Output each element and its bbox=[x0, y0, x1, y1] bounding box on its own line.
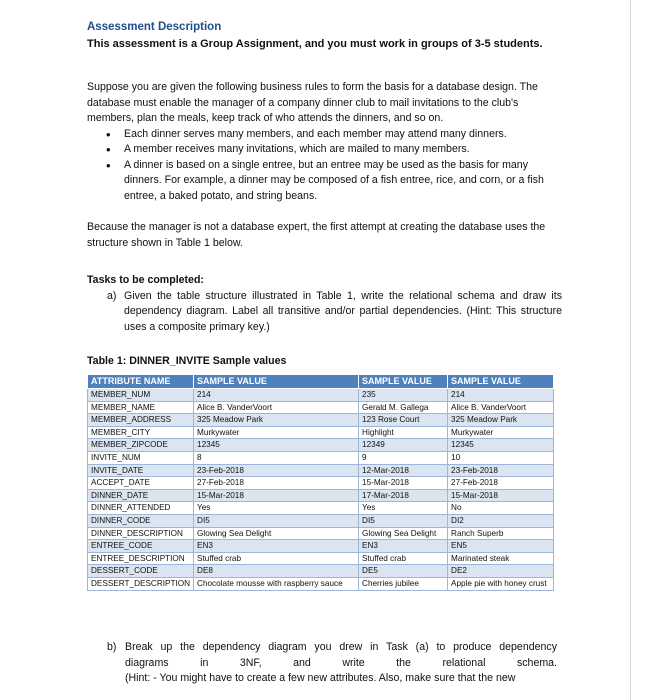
task-a bbox=[87, 289, 562, 336]
attribute-name-cell: DINNER_CODE bbox=[88, 515, 194, 528]
sample-value-cell: 27-Feb-2018 bbox=[448, 477, 554, 490]
task-b bbox=[107, 640, 557, 687]
attribute-name-cell: INVITE_DATE bbox=[88, 464, 194, 477]
table-row bbox=[88, 515, 554, 528]
table-row bbox=[88, 552, 554, 565]
table-row bbox=[88, 489, 554, 502]
sample-value-cell: 214 bbox=[194, 389, 359, 402]
sample-value-cell: Yes bbox=[359, 502, 448, 515]
table-header-row bbox=[88, 374, 554, 389]
sample-value-cell: Gerald M. Gallega bbox=[359, 401, 448, 414]
sample-value-cell: 23-Feb-2018 bbox=[194, 464, 359, 477]
sample-value-cell: 15-Mar-2018 bbox=[448, 489, 554, 502]
sample-value-cell: Yes bbox=[194, 502, 359, 515]
sample-value-cell: Stuffed crab bbox=[194, 552, 359, 565]
attribute-name-cell: DINNER_DATE bbox=[88, 489, 194, 502]
task-b-line: Break up the dependency diagram you drew in Task (a) to produce dependency bbox=[125, 641, 557, 653]
task-b-line: (Hint: - You might have to create a few new attributes. Also, make sure that the new bbox=[125, 672, 516, 684]
sample-value-cell: 12349 bbox=[359, 439, 448, 452]
attribute-name-cell: MEMBER_NAME bbox=[88, 401, 194, 414]
sample-value-cell: 235 bbox=[359, 389, 448, 402]
sample-value-cell: DE5 bbox=[359, 565, 448, 578]
sample-value-cell: 10 bbox=[448, 452, 554, 465]
page-edge bbox=[630, 0, 631, 700]
table-row bbox=[88, 426, 554, 439]
table-row bbox=[88, 464, 554, 477]
sample-value-cell: No bbox=[448, 502, 554, 515]
table-row bbox=[88, 414, 554, 427]
attribute-name-cell: ACCEPT_DATE bbox=[88, 477, 194, 490]
task-a-text: Given the table structure illustrated in Table 1, write the relational schema and draw its dependency diagram. Label all transitive and/or partial dependencies. (Hint: This structure uses a composite primary key.) bbox=[124, 289, 562, 333]
attribute-name-cell: DINNER_DESCRIPTION bbox=[88, 527, 194, 540]
attribute-name-cell: MEMBER_ADDRESS bbox=[88, 414, 194, 427]
dinner-invite-table bbox=[87, 374, 554, 591]
table-row bbox=[88, 502, 554, 515]
intro-paragraph: Suppose you are given the following business rules to form the basis for a database design. The database must enable the manager of a company dinner club to mail invitations to the club's members, plan the meals, keep track of who attends the dinners, and so on. bbox=[87, 81, 538, 124]
attribute-name-cell: MEMBER_NUM bbox=[88, 389, 194, 402]
sample-value-cell: Cherries jubilee bbox=[359, 578, 448, 591]
sample-value-cell: 17-Mar-2018 bbox=[359, 489, 448, 502]
sample-value-cell: DE8 bbox=[194, 565, 359, 578]
table-title: Table 1: DINNER_INVITE Sample values bbox=[87, 355, 287, 367]
sample-value-cell: EN3 bbox=[194, 540, 359, 553]
attribute-name-cell: DESSERT_DESCRIPTION bbox=[88, 578, 194, 591]
rule-item: • A dinner is based on a single entree, but an entree may be used as the basis for many dinners. For example, a dinner may be composed of a fish entree, rice, and corn, or a fish entree, a baked potato, and string beans. bbox=[124, 158, 562, 205]
table-row bbox=[88, 578, 554, 591]
sample-value-cell: 15-Mar-2018 bbox=[359, 477, 448, 490]
sample-value-cell: DI5 bbox=[194, 515, 359, 528]
document-page bbox=[87, 20, 562, 591]
header-sample-value: SAMPLE VALUE bbox=[194, 374, 359, 389]
sample-value-cell: 15-Mar-2018 bbox=[194, 489, 359, 502]
sample-value-cell: EN5 bbox=[448, 540, 554, 553]
header-sample-value: SAMPLE VALUE bbox=[448, 374, 554, 389]
table-row bbox=[88, 540, 554, 553]
sample-value-cell: 123 Rose Court bbox=[359, 414, 448, 427]
sample-value-cell: DI5 bbox=[359, 515, 448, 528]
attribute-name-cell: ENTREE_CODE bbox=[88, 540, 194, 553]
table-row bbox=[88, 565, 554, 578]
sample-value-cell: Apple pie with honey crust bbox=[448, 578, 554, 591]
sample-value-cell: 27-Feb-2018 bbox=[194, 477, 359, 490]
sample-value-cell: Ranch Superb bbox=[448, 527, 554, 540]
sample-value-cell: Marinated steak bbox=[448, 552, 554, 565]
rule-item: • A member receives many invitations, which are mailed to many members. bbox=[124, 142, 562, 158]
header-attribute-name: ATTRIBUTE NAME bbox=[88, 374, 194, 389]
task-b-label: b) bbox=[107, 641, 117, 653]
task-a-label: a) bbox=[107, 289, 117, 302]
sample-value-cell: DI2 bbox=[448, 515, 554, 528]
attribute-name-cell: ENTREE_DESCRIPTION bbox=[88, 552, 194, 565]
table-row bbox=[88, 389, 554, 402]
assessment-heading: Assessment Description bbox=[87, 21, 222, 33]
sample-value-cell: Alice B. VanderVoort bbox=[448, 401, 554, 414]
sample-value-cell: 12-Mar-2018 bbox=[359, 464, 448, 477]
sample-value-cell: 12345 bbox=[194, 439, 359, 452]
attribute-name-cell: MEMBER_ZIPCODE bbox=[88, 439, 194, 452]
table-row bbox=[88, 439, 554, 452]
sample-value-cell: 325 Meadow Park bbox=[448, 414, 554, 427]
business-rules-list bbox=[87, 127, 562, 205]
assessment-subheading: This assessment is a Group Assignment, and you must work in groups of 3-5 students. bbox=[87, 37, 543, 50]
sample-value-cell: Glowing Sea Delight bbox=[194, 527, 359, 540]
rule-item: • Each dinner serves many members, and each member may attend many dinners. bbox=[124, 127, 562, 143]
sample-value-cell: Alice B. VanderVoort bbox=[194, 401, 359, 414]
attribute-name-cell: MEMBER_CITY bbox=[88, 426, 194, 439]
attribute-name-cell: INVITE_NUM bbox=[88, 452, 194, 465]
table-row bbox=[88, 401, 554, 414]
table-row bbox=[88, 527, 554, 540]
sample-value-cell: Murkywater bbox=[194, 426, 359, 439]
sample-value-cell: 12345 bbox=[448, 439, 554, 452]
sample-value-cell: Glowing Sea Delight bbox=[359, 527, 448, 540]
sample-value-cell: DE2 bbox=[448, 565, 554, 578]
sample-value-cell: 8 bbox=[194, 452, 359, 465]
sample-value-cell: 23-Feb-2018 bbox=[448, 464, 554, 477]
sample-value-cell: Stuffed crab bbox=[359, 552, 448, 565]
sample-value-cell: 9 bbox=[359, 452, 448, 465]
sample-value-cell: 325 Meadow Park bbox=[194, 414, 359, 427]
attribute-name-cell: DESSERT_CODE bbox=[88, 565, 194, 578]
table-row bbox=[88, 452, 554, 465]
sample-value-cell: EN3 bbox=[359, 540, 448, 553]
attribute-name-cell: DINNER_ATTENDED bbox=[88, 502, 194, 515]
task-b-line: diagrams in 3NF, and write the relational schema. bbox=[125, 656, 557, 669]
sample-value-cell: 214 bbox=[448, 389, 554, 402]
sample-value-cell: Highlight bbox=[359, 426, 448, 439]
structure-paragraph: Because the manager is not a database expert, the first attempt at creating the database uses the structure shown in Table 1 below. bbox=[87, 221, 546, 249]
header-sample-value: SAMPLE VALUE bbox=[359, 374, 448, 389]
sample-value-cell: Chocolate mousse with raspberry sauce bbox=[194, 578, 359, 591]
table-row bbox=[88, 477, 554, 490]
tasks-heading: Tasks to be completed: bbox=[87, 274, 204, 286]
sample-value-cell: Murkywater bbox=[448, 426, 554, 439]
